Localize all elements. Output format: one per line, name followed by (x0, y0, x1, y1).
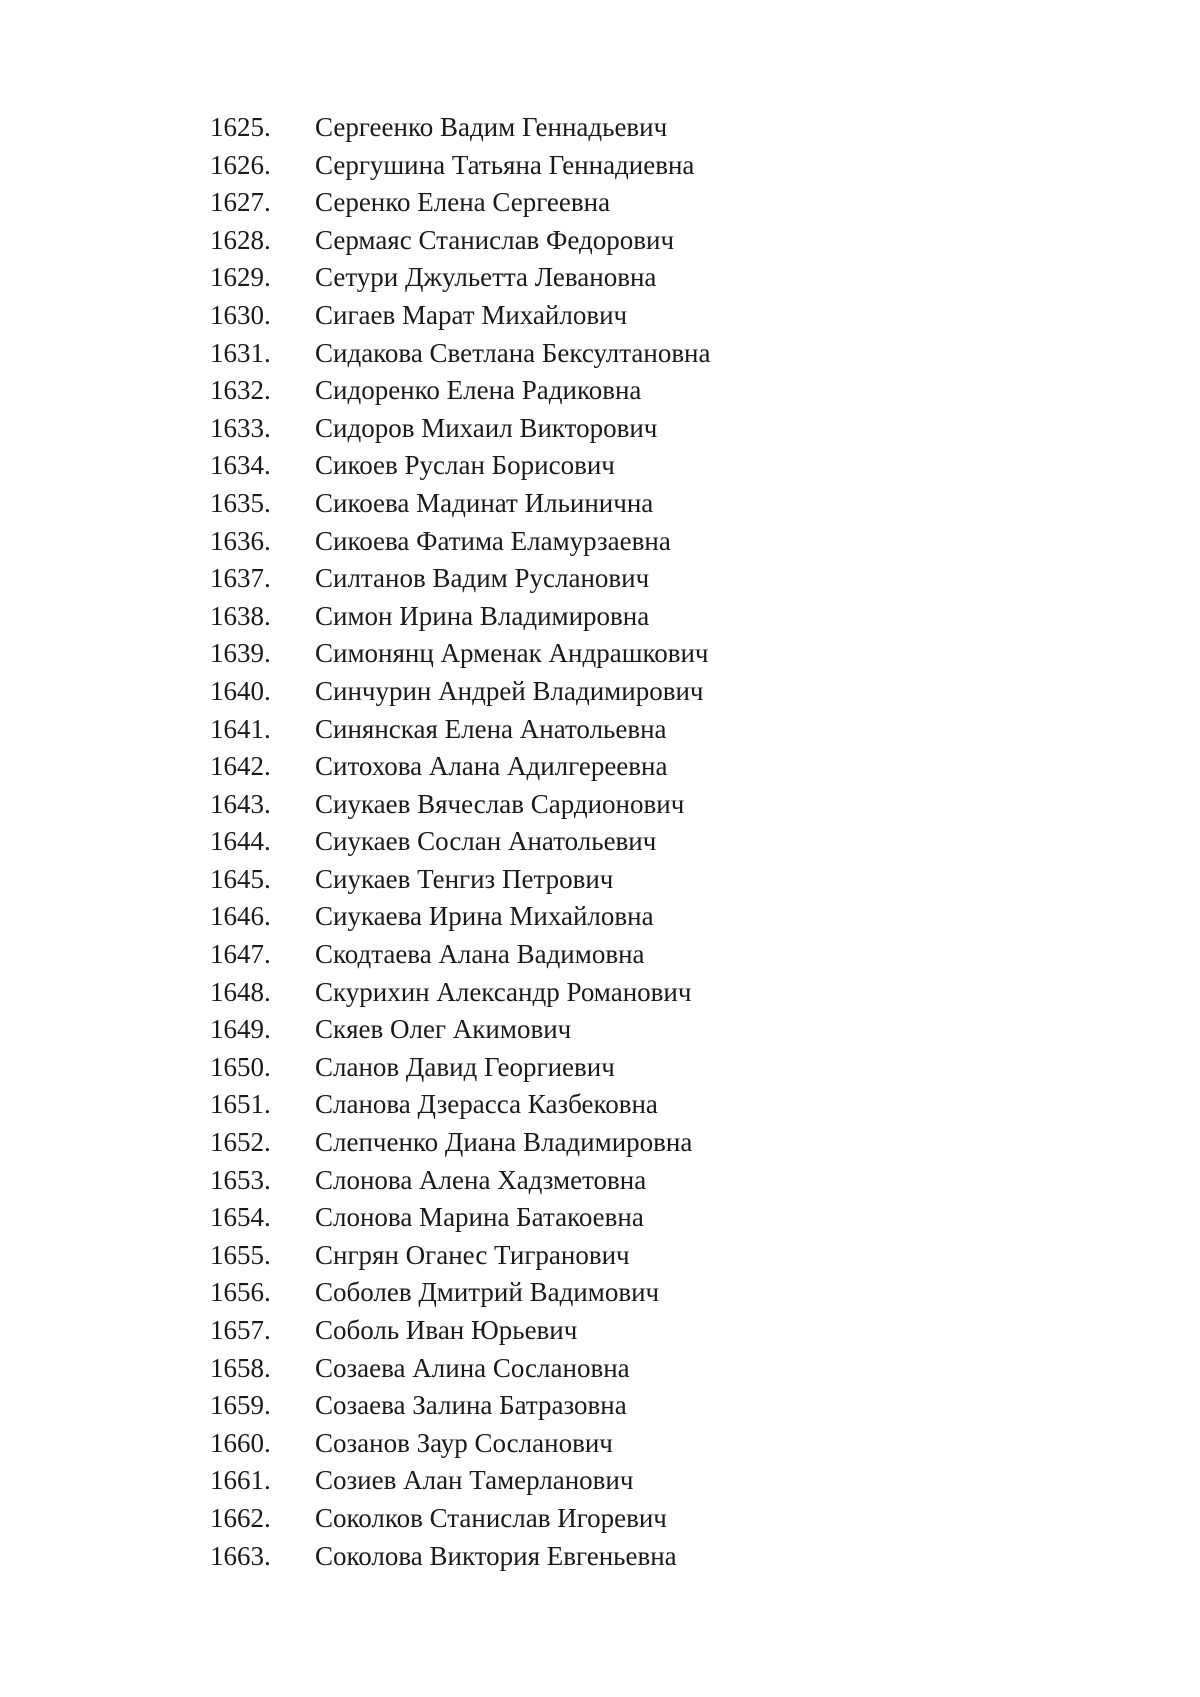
entry-number: 1660. (210, 1427, 271, 1458)
entry-name: Сиукаев Вячеслав Сардионович (315, 788, 685, 819)
entry-name: Ситохова Алана Адилгереевна (315, 751, 668, 782)
list-item (210, 600, 1110, 641)
list-item (210, 114, 1110, 152)
list-item (210, 640, 1110, 678)
entry-name: Созаева Алина Сослановна (315, 1352, 630, 1383)
entry-number: 1640. (210, 675, 271, 706)
entry-number: 1659. (210, 1390, 271, 1421)
entry-name: Соколков Станислав Игоревич (315, 1502, 667, 1533)
entry-number: 1643. (210, 788, 271, 819)
entry-number: 1662. (210, 1502, 271, 1533)
list-item (210, 713, 1110, 754)
entry-name: Сетури Джульетта Левановна (315, 262, 657, 293)
entry-number: 1653. (210, 1164, 271, 1195)
list-item (210, 753, 1110, 791)
entry-name: Сигаев Марат Михайлович (315, 299, 628, 330)
entry-name: Сермаяс Станислав Федорович (315, 224, 675, 255)
list-item (210, 337, 1110, 378)
list-item (210, 525, 1110, 566)
entry-number: 1631. (210, 337, 271, 368)
entry-number: 1646. (210, 901, 271, 932)
entry-name: Сланова Дзерасса Казбековна (315, 1089, 658, 1120)
list-item (210, 1317, 1110, 1355)
entry-name: Сикоева Фатима Еламурзаевна (315, 525, 671, 556)
entry-name: Синянская Елена Анатольевна (315, 713, 667, 744)
numbered-name-list (210, 114, 1110, 1580)
entry-name: Скяев Олег Акимович (315, 1014, 572, 1045)
entry-number: 1639. (210, 638, 271, 669)
entry-number: 1635. (210, 487, 271, 518)
entry-name: Сиукаев Сослан Анатольевич (315, 826, 657, 857)
list-item (210, 452, 1110, 490)
entry-number: 1637. (210, 563, 271, 594)
list-item (210, 1279, 1110, 1317)
list-item (210, 1204, 1110, 1242)
list-item (210, 377, 1110, 415)
list-item (210, 976, 1110, 1017)
entry-number: 1625. (210, 112, 271, 142)
entry-number: 1649. (210, 1014, 271, 1045)
entry-name: Сиукаев Тенгиз Петрович (315, 863, 614, 894)
entry-number: 1663. (210, 1540, 271, 1571)
entry-name: Созаева Залина Батразовна (315, 1390, 627, 1421)
list-item (210, 903, 1110, 941)
list-item (210, 675, 1110, 716)
list-item (210, 189, 1110, 227)
entry-number: 1658. (210, 1352, 271, 1383)
entry-number: 1655. (210, 1239, 271, 1270)
entry-name: Скодтаева Алана Вадимовна (315, 939, 645, 970)
entry-number: 1647. (210, 939, 271, 970)
entry-number: 1627. (210, 187, 271, 218)
list-item (210, 1352, 1110, 1393)
entry-name: Сикоев Руслан Борисович (315, 450, 615, 481)
entry-number: 1650. (210, 1051, 271, 1082)
entry-number: 1648. (210, 976, 271, 1007)
entry-number: 1626. (210, 149, 271, 180)
list-item (210, 1091, 1110, 1129)
list-item (210, 1502, 1110, 1543)
entry-name: Синчурин Андрей Владимирович (315, 675, 704, 706)
list-item (210, 1239, 1110, 1280)
list-item (210, 1467, 1110, 1505)
entry-name: Симон Ирина Владимировна (315, 600, 650, 631)
entry-number: 1632. (210, 375, 271, 406)
entry-name: Серенко Елена Сергеевна (315, 187, 611, 218)
list-item (210, 224, 1110, 265)
entry-number: 1630. (210, 299, 271, 330)
entry-number: 1661. (210, 1465, 271, 1496)
entry-name: Соколова Виктория Евгеньевна (315, 1540, 677, 1571)
entry-name: Сикоева Мадинат Ильинична (315, 487, 654, 518)
entry-name: Сланов Давид Георгиевич (315, 1051, 615, 1082)
entry-name: Соболь Иван Юрьевич (315, 1315, 578, 1345)
list-item (210, 1540, 1110, 1581)
entry-name: Созанов Заур Сосланович (315, 1427, 613, 1458)
entry-name: Сергеенко Вадим Геннадьевич (315, 112, 668, 142)
list-item (210, 1051, 1110, 1092)
entry-number: 1634. (210, 450, 271, 481)
entry-name: Созиев Алан Тамерланович (315, 1465, 634, 1496)
list-item (210, 1164, 1110, 1205)
entry-name: Силтанов Вадим Русланович (315, 563, 650, 594)
list-item (210, 941, 1110, 979)
list-item (210, 1392, 1110, 1430)
entry-number: 1651. (210, 1089, 271, 1120)
entry-name: Сидоров Михаил Викторович (315, 412, 658, 443)
list-item (210, 149, 1110, 190)
entry-name: Сидоренко Елена Радиковна (315, 375, 642, 406)
list-item (210, 412, 1110, 453)
list-item (210, 487, 1110, 528)
entry-name: Сидакова Светлана Бексултановна (315, 337, 711, 368)
entry-number: 1636. (210, 525, 271, 556)
entry-number: 1652. (210, 1127, 271, 1158)
list-item (210, 264, 1110, 302)
entry-name: Скурихин Александр Романович (315, 976, 692, 1007)
entry-number: 1656. (210, 1277, 271, 1308)
entry-number: 1641. (210, 713, 271, 744)
list-item (210, 1129, 1110, 1167)
entry-number: 1638. (210, 600, 271, 631)
entry-name: Сиукаева Ирина Михайловна (315, 901, 654, 932)
list-item (210, 1016, 1110, 1054)
list-item (210, 788, 1110, 829)
entry-number: 1628. (210, 224, 271, 255)
entry-name: Сергушина Татьяна Геннадиевна (315, 149, 695, 180)
entry-number: 1633. (210, 412, 271, 443)
entry-name: Слонова Алена Хадзметовна (315, 1164, 647, 1195)
entry-name: Слепченко Диана Владимировна (315, 1127, 693, 1158)
entry-name: Слонова Марина Батакоевна (315, 1202, 644, 1233)
entry-number: 1657. (210, 1315, 271, 1345)
entry-number: 1629. (210, 262, 271, 293)
entry-number: 1644. (210, 826, 271, 857)
list-item (210, 299, 1110, 340)
entry-name: Соболев Дмитрий Вадимович (315, 1277, 660, 1308)
entry-number: 1654. (210, 1202, 271, 1233)
list-item (210, 565, 1110, 603)
list-item (210, 863, 1110, 904)
entry-name: Симонянц Арменак Андрашкович (315, 638, 709, 669)
entry-number: 1645. (210, 863, 271, 894)
entry-number: 1642. (210, 751, 271, 782)
entry-name: Снгрян Оганес Тигранович (315, 1239, 630, 1270)
list-item (210, 1427, 1110, 1468)
list-item (210, 828, 1110, 866)
